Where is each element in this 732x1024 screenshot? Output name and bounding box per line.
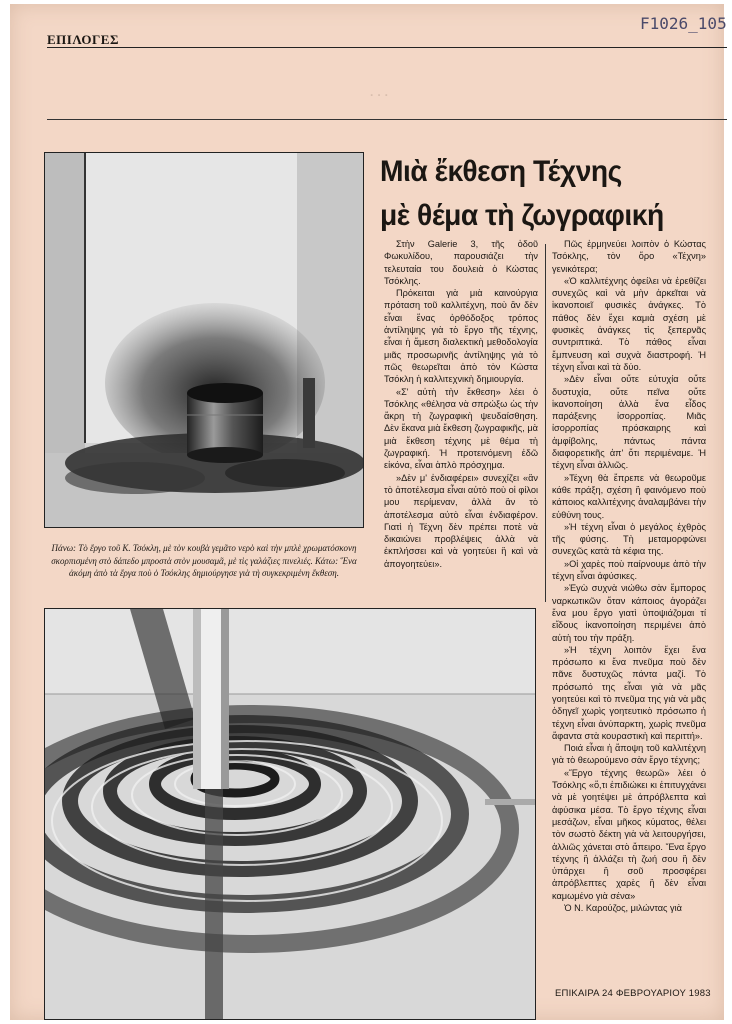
headline-line-1: Μιὰ ἔκθεση Τέχνης (380, 155, 622, 188)
article-column-1 (384, 238, 538, 570)
photo-bucket-artwork-image (45, 153, 364, 528)
paragraph: »Ἐγὼ συχνὰ νιώθω σὰν ἔμπορος ναρκωτικῶν ὅταν κάποιος ἀγοράζει ἕνα μου ἔργο γιατὶ ὑποψιάζομαι τί εἴδους ἱκανοποίηση περιμένει ἀπὸ αὐτὴ του τὴν πράξη. (552, 583, 706, 643)
header-rule (47, 47, 727, 48)
paragraph: »Τέχνη θὰ ἔπρεπε νὰ θεωροῦμε κάθε πράξη, σχέση ἢ φαινόμενο ποὺ κάποιος καλλιτέχνης ἀναλαμβάνει τὴν εὐθύνη τους. (552, 472, 706, 520)
section-label: ΕΠΙΛΟΓΕΣ (47, 32, 119, 47)
article-column-2 (552, 238, 706, 914)
paragraph: «Ἔργο τέχνης θεωρῶ» λέει ὁ Τσόκλης «ὅ,τι ἐπιδιώκει κι ἐπιτυγχάνει νὰ μὲ γοητέψει μὲ ἀπρόβλεπτα καὶ ἀφύσικα μέσα. Τὸ ἔργο τέχνης εἶναι μεσάζων, εἶναι μῆκος κύματος, θέλει τὸν σωστὸ δέκτη γιὰ νὰ λειτουργήσει, ἀλλιῶς χάνεται στὸ ἄπειρο. Ἕνα ἔργο τέχνης ἢ ἀλλάζει τὴ ζωή σου ἢ δὲν ὑπάρχει ἢ σοῦ προσφέρει ἀπρόβλεπτες χαρὲς ἢ δὲν εἶναι καμωμένο γιὰ σένα» (552, 767, 706, 901)
bleed-through-text: · · · (370, 88, 389, 102)
photo-swirl-artwork-image (45, 609, 536, 1020)
article-headline (380, 150, 700, 238)
column-divider (545, 244, 546, 602)
photo-swirl-artwork (44, 608, 536, 1020)
paragraph: »Δὲν μ' ἐνδιαφέρει» συνεχίζει «ἂν τὸ ἀποτέλεσμα εἶναι αὐτὸ ποὺ οἱ φίλοι μου περίμεναν, ἀλλὰ ἂν τὸ ἀποτέλεσμα αὐτὸ εἶναι ἐνδιαφέρον. Γιατὶ ἡ Τέχνη δὲν πρέπει ποτὲ νὰ δικαιώνει προβλέψεις ἀλλὰ νὰ ἐκπλήσσει καὶ νὰ γοητεύει ἢ καὶ νὰ ἀπογοητεύει». (384, 472, 538, 569)
paragraph: Ὁ Ν. Καρούζος, μιλώντας γιὰ (564, 903, 682, 914)
paragraph: «Ὁ καλλιτέχνης ὀφείλει νὰ ἐρεθίζει συνεχῶς καὶ νὰ μὴν ἀρκεῖται νὰ ἱκανοποιεῖ φυσικὲς ἀνάγκες. Τὸ πάθος δὲν ἔχει καμιὰ σχέση μὲ φυσικὲς ἀνάγκες τὶς ξεπερνᾶς συντριπτικά. Τὸ πάθος εἶναι ἔμπνευση καὶ συχνὰ διαστροφή. Ἡ τέχνη εἶναι καὶ τὰ δύο. (552, 275, 706, 372)
paragraph: Ποιά εἶναι ἡ ἄποψη τοῦ καλλιτέχνη γιὰ τὸ θεωρούμενο σὰν ἔργο τέχνης; (552, 743, 706, 766)
archive-reference: F1026_105 (640, 14, 727, 33)
newspaper-clipping (10, 4, 727, 1020)
photo-caption: Πάνω: Τὸ ἔργο τοῦ Κ. Τσόκλη, μὲ τὸν κουβὰ γεμᾶτο νερὸ καὶ τὴν μπλὲ χρωματόσκονη σκορπισμένη στὸ δάπεδο μπροστὰ στὸν μουσαμᾶ, μὲ τὶς γαλάζιες πινελιές. Κάτω: Ἕνα ἀκόμη ἀπὸ τὰ ἔργα ποὺ ὁ Τσόκλης δημιούργησε γιὰ τὴ συγκεκριμένη ἔκθεση. (51, 543, 357, 578)
paragraph: Πῶς ἑρμηνεύει λοιπὸν ὁ Κώστας Τσόκλης, τὸν ὅρο «Τέχνη» γενικότερα; (552, 239, 706, 274)
paragraph: »Δὲν εἶναι οὔτε εὐτυχία οὔτε δυστυχία, οὔτε πεῖνα οὔτε ἱκανοποίηση ἀλλὰ ἕνα εἶδος παράξενης ἰσορροπίας. Μιᾶς ἰσορροπίας πρόσκαιρης καὶ ἀμφίβολης, πάντως πάντα διαφορετικῆς ἀπ' ὅτι περιμέναμε. Ἡ τέχνη εἶναι ἀλλιῶς. (552, 374, 706, 471)
paragraph: »Ἡ τέχνη εἶναι ὁ μεγάλος ἐχθρὸς τῆς φύσης. Τὴ μεταμορφώνει συνεχῶς κατὰ τὰ κέφια της. (552, 521, 706, 557)
paragraph: «Σ' αὐτὴ τὴν ἔκθεση» λέει ὁ Τσόκλης «θέλησα νὰ σπρώξω ὡς τὴν ἄκρη τὴ ζωγραφικὴ ψευδαίσθηση. Δὲν ἔκανα μιὰ ἔκθεση ζωγραφικῆς, μὰ μιὰ ἔκθεση τέχνης μὲ θέμα τὴ ζωγραφική. Ἡ προτεινόμενη ἐδῶ εἰκόνα, εἶναι ἁπλὸ πρόσχημα. (384, 386, 538, 471)
headline-line-2: μὲ θέμα τὴ ζωγραφική (380, 199, 664, 232)
publication-footer: ΕΠΙΚΑΙΡΑ 24 ΦΕΒΡΟΥΑΡΙΟΥ 1983 (555, 988, 711, 999)
photo-bucket-artwork (44, 152, 364, 528)
paragraph: »Ἡ τέχνη λοιπὸν ἔχει ἕνα πρόσωπο κι ἕνα πνεῦμα ποὺ δὲν πᾶνε δυστυχῶς πάντα μαζί. Τὸ πρόσωπό της εἶναι γιὰ νὰ μᾶς γοητεύει καὶ τὸ πνεῦμα της γιὰ νὰ μᾶς ὁδηγεῖ χωρὶς γοητευτικὸ πρόσωπο ἡ τέχνη εἶναι ἀνύπαρκτη, χωρὶς πνεῦμα ἄφαντα στὰ κουραστικὴ καὶ περιττή». (552, 644, 706, 741)
paragraph: Πρόκειται γιὰ μιὰ καινούργια πρόταση τοῦ καλλιτέχνη, ποὺ ἂν δὲν εἶναι ἕνας ὀρθόδοξος τρόπος ἀντίληψης γιὰ τὸ ἔργο τῆς τέχνης, εἶναι ἡ ἄμεση διαλεκτικὴ μεθοδολογία μιᾶς προσωρινῆς ἀντίληψης γιὰ τὸ πῶς θεωρεῖται ἀπὸ τὸν Κώστα Τσόκλη ἡ καλλιτεχνικὴ δημιουργία. (384, 288, 538, 385)
separator-rule (47, 119, 727, 120)
paragraph: »Οἱ χαρὲς ποὺ παίρνουμε ἀπὸ τὴν τέχνη εἶναι ἀφύσικες. (552, 558, 706, 582)
paragraph: Στὴν Galerie 3, τῆς ὁδοῦ Φωκυλίδου, παρουσιάζει τὴν τελευταία του δουλειὰ ὁ Κώστας Τσόκλης. (384, 239, 538, 286)
